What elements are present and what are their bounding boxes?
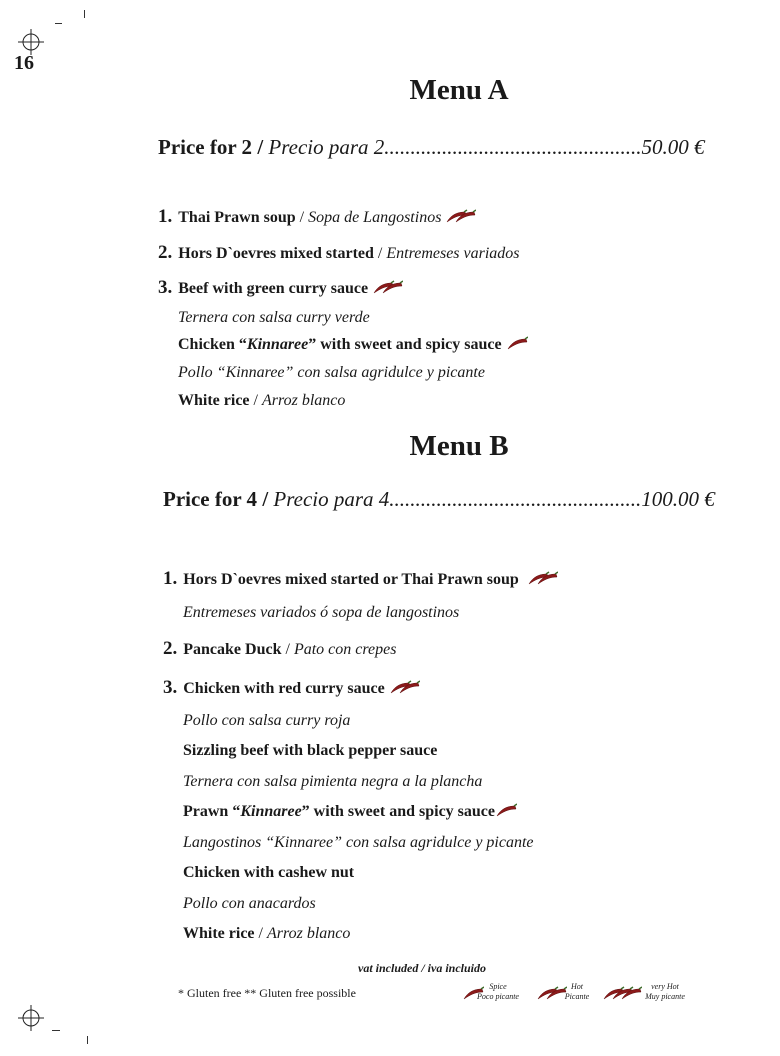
legend-label-es: Poco picante [477,992,519,1001]
subline-en: White rice [183,925,255,942]
item-name-en: Hors D`oevres mixed started or Thai Prawn soup [183,571,519,588]
menu-b-subline [183,925,350,943]
item-name-en: Pancake Duck [183,641,282,658]
legend-label-es: Picante [564,992,590,1001]
price-label-en: Price for 2 [158,135,253,159]
menu-b-item-3 [163,677,420,699]
registration-mark-icon [18,1005,44,1031]
page-number: 16 [14,52,34,74]
subline-separator: / [254,925,267,942]
menu-b-title: Menu B [409,430,509,462]
item-name-es: Sopa de Langostinos [308,209,442,226]
menu-b-subline: Chicken with cashew nut [183,864,355,881]
menu-a-subline: Pollo “Kinnaree” con salsa agridulce y picante [178,364,485,381]
item-number: 3. [158,277,173,298]
price-value: 100.00 € [641,487,715,511]
legend-label-es: Muy picante [645,992,685,1001]
menu-b-subline: Entremeses variados ó sopa de langostinos [183,604,460,621]
subline-es: Arroz blanco [266,925,351,942]
menu-b-subline: Pollo con salsa curry roja [183,712,351,729]
menu-a-subline: Ternera con salsa curry verde [178,309,370,326]
price-leader-dots: ................................................ [389,487,642,511]
subline-text: Chicken “ [178,336,247,354]
item-name-es: Entremeses variados [386,245,520,262]
menu-b-subline: Sizzling beef with black pepper sauce [183,742,438,759]
price-separator: / [257,487,274,511]
subline-es: Arroz blanco [261,392,346,409]
chili-pepper-icon [506,336,528,355]
menu-a-subline [178,392,345,410]
price-label-es: Precio para 2 [268,135,385,159]
price-value: 50.00 € [641,135,705,159]
menu-a-item-3 [158,277,403,299]
item-number: 1. [158,206,173,227]
item-number: 1. [163,568,178,589]
menu-a-item-1 [158,206,476,228]
item-separator: / [373,245,387,262]
menu-a-price-line [158,135,705,160]
item-number: 3. [163,677,178,698]
price-label-es: Precio para 4 [273,487,390,511]
item-name-en: Hors D`oevres mixed started [178,245,374,262]
subline-emphasis: Kinnaree [246,336,309,354]
vat-notice: vat included / iva incluido [358,961,486,975]
trim-mark [55,23,62,24]
item-number: 2. [163,638,178,659]
price-leader-dots: ................................................. [384,135,642,159]
trim-mark [52,1030,60,1031]
menu-a-subline [178,336,528,355]
chili-pepper-icon [445,209,476,228]
price-separator: / [252,135,269,159]
menu-b-item-1 [163,568,558,590]
chili-pepper-icon [602,986,642,1005]
subline-en: White rice [178,392,250,409]
chili-pepper-icon [527,571,558,590]
menu-b-subline: Pollo con anacardos [183,895,316,912]
subline-text: Prawn “ [183,803,241,821]
legend-label [642,982,688,1002]
registration-mark-icon [18,29,44,55]
menu-b-item-2 [163,638,396,660]
legend-label-en: Hot [571,982,583,991]
chili-pepper-icon [372,280,403,299]
legend-label [558,982,596,1002]
trim-mark [84,10,85,18]
subline-text: ” with sweet and spicy sauce [308,336,502,354]
menu-a-title: Menu A [409,74,509,106]
menu-b-subline [183,803,517,822]
item-separator: / [281,641,294,658]
legend-label [474,982,522,1002]
price-label-en: Price for 4 [163,487,258,511]
menu-b-subline: Langostinos “Kinnaree” con salsa agridulce y picante [183,834,534,851]
menu-b-price-line [163,487,715,512]
item-name-en: Chicken with red curry sauce [183,680,385,697]
menu-a-item-2 [158,242,520,264]
legend-label-en: Spice [489,982,507,991]
trim-mark [87,1036,88,1044]
subline-text: ” with sweet and spicy sauce [301,803,496,821]
item-name-en: Thai Prawn soup [178,209,296,226]
chili-pepper-icon [389,680,420,699]
legend-label-en: very Hot [651,982,679,991]
subline-emphasis: Kinnaree [240,803,302,821]
gluten-note: * Gluten free ** Gluten free possible [178,986,356,1000]
subline-separator: / [249,392,262,409]
item-name-es: Pato con crepes [293,641,397,658]
chili-pepper-icon [495,803,517,822]
item-name-en: Beef with green curry sauce [178,280,369,297]
menu-b-subline: Ternera con salsa pimienta negra a la plancha [183,773,483,790]
item-separator: / [295,209,309,226]
item-number: 2. [158,242,173,263]
